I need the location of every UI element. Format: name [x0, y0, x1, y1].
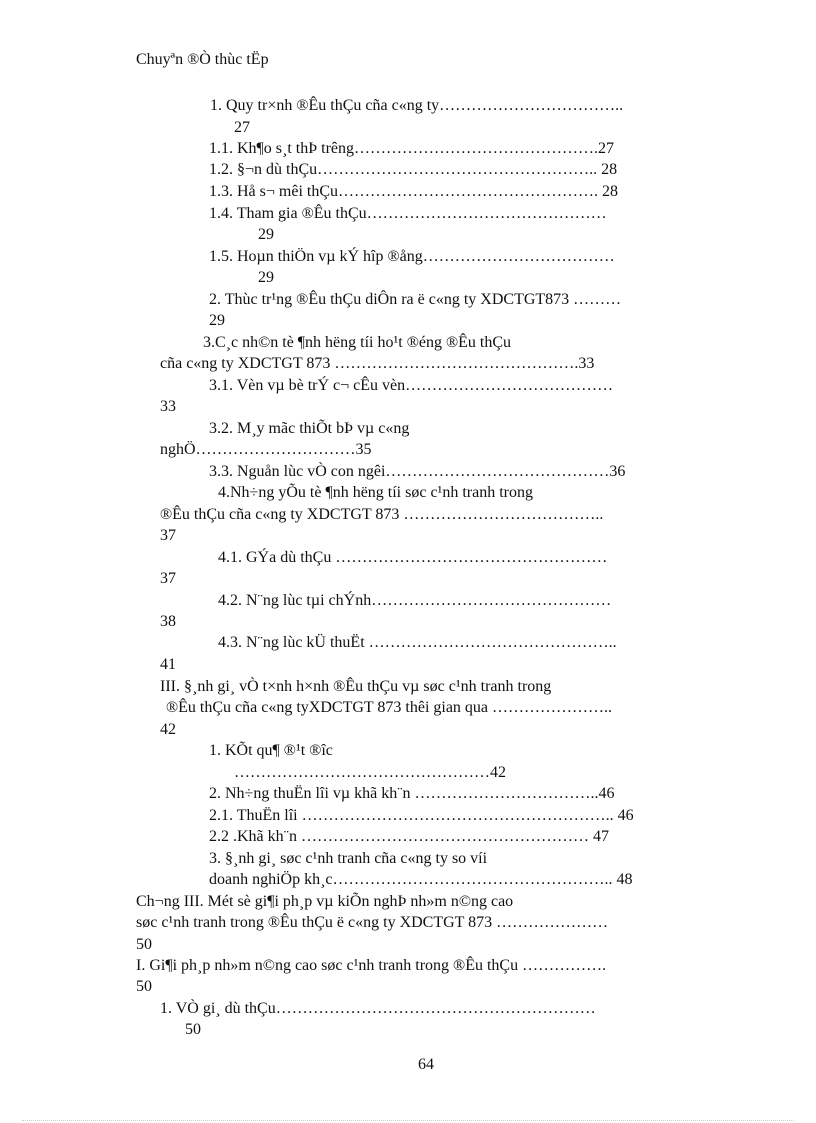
toc-line: 3.3. Nguån lùc vÒ con ngêi……………………………………36 — [209, 463, 626, 480]
toc-line: 4.1. GÝa dù thÇu …………………………………………… — [218, 549, 608, 566]
toc-line: 37 — [160, 570, 176, 587]
toc-line: 1.1. Kh¶o s¸t thÞ trêng……………………………………….27 — [209, 140, 615, 157]
toc-line: 2.1. ThuËn lîi ………………………………………………….. 46 — [209, 807, 634, 824]
page-header: Chuyªn ®Ò thùc tËp — [136, 51, 269, 68]
toc-line: 3.2. M¸y mãc thiÕt bÞ vµ c«ng — [209, 420, 410, 437]
toc-line: 41 — [160, 656, 176, 673]
toc-line: Ch¬ng III. Mét sè gi¶i ph¸p vµ kiÕn nghÞ nh»m n©ng cao — [136, 893, 514, 910]
page-bottom-rule — [22, 1120, 794, 1121]
toc-line: 29 — [258, 226, 274, 243]
toc-line: 50 — [185, 1021, 201, 1038]
toc-line: 1.5. Hoµn thiÖn vµ kÝ hîp ®ång……………………………… — [209, 248, 615, 265]
page-number: 64 — [418, 1056, 434, 1073]
toc-line: 50 — [136, 936, 152, 953]
toc-line: 4.Nh÷ng yÕu tè ¶nh hëng tíi søc c¹nh tranh trong — [218, 484, 533, 501]
toc-line: doanh nghiÖp kh¸c…………………………………………….. 48 — [209, 871, 633, 888]
toc-line: 4.2. N¨ng lùc tµi chÝnh……………………………………… — [218, 592, 612, 609]
toc-line: 1. KÕt qu¶ ®¹t ®îc — [209, 742, 333, 759]
toc-line: 37 — [160, 527, 176, 544]
toc-line: 2. Nh÷ng thuËn lîi vµ khã kh¨n ……………………………..46 — [209, 785, 615, 802]
toc-line: 1.3. Hå s¬ mêi thÇu…………………………………………. 28 — [209, 183, 619, 200]
toc-line: III. §¸nh gi¸ vÒ t×nh h×nh ®Êu thÇu vµ søc c¹nh tranh trong — [160, 678, 552, 695]
toc-line: 27 — [234, 119, 250, 136]
toc-line: 29 — [209, 312, 225, 329]
toc-line: 29 — [258, 269, 274, 286]
toc-line: 2.2 .Khã kh¨n ……………………………………………… 47 — [209, 828, 609, 845]
toc-line: 3. §¸nh gi¸ søc c¹nh tranh cña c«ng ty so víi — [209, 850, 488, 867]
toc-line: 1. Quy tr×nh ®Êu thÇu cña c«ng ty…………………………….. — [210, 97, 624, 114]
toc-line: nghÖ…………………………35 — [160, 441, 372, 458]
toc-line: 42 — [160, 721, 176, 738]
toc-line: 1.2. §¬n dù thÇu…………………………………………….. 28 — [209, 161, 618, 178]
toc-line: 1.4. Tham gia ®Êu thÇu……………………………………… — [209, 205, 607, 222]
toc-line: ®Êu thÇu cña c«ng tyXDCTGT 873 thêi gian qua ………………….. — [166, 699, 613, 716]
toc-line: 33 — [160, 398, 176, 415]
toc-line: 50 — [136, 978, 152, 995]
toc-line: I. Gi¶i ph¸p nh»m n©ng cao søc c¹nh tranh trong ®Êu thÇu ……………. — [136, 957, 607, 974]
toc-line: cña c«ng ty XDCTGT 873 ……………………………………….33 — [160, 355, 595, 372]
toc-line: 38 — [160, 613, 176, 630]
toc-line: ®Êu thÇu cña c«ng ty XDCTGT 873 ……………………………….. — [160, 506, 604, 523]
toc-line: 1. VÒ gi¸ dù thÇu…………………………………………………… — [160, 1000, 596, 1017]
toc-line: søc c¹nh tranh trong ®Êu thÇu ë c«ng ty XDCTGT 873 ………………… — [136, 914, 609, 931]
toc-line: …………………………………………42 — [234, 764, 506, 781]
toc-line: 3.C¸c nh©n tè ¶nh hëng tíi ho¹t ®éng ®Êu thÇu — [203, 334, 512, 351]
toc-line: 4.3. N¨ng lùc kÜ thuËt ……………………………………….. — [218, 634, 617, 651]
toc-line: 2. Thùc tr¹ng ®Êu thÇu diÔn ra ë c«ng ty XDCTGT873 ……… — [209, 291, 622, 308]
toc-line: 3.1. Vèn vµ bè trÝ c¬ cÊu vèn………………………………… — [209, 377, 614, 394]
